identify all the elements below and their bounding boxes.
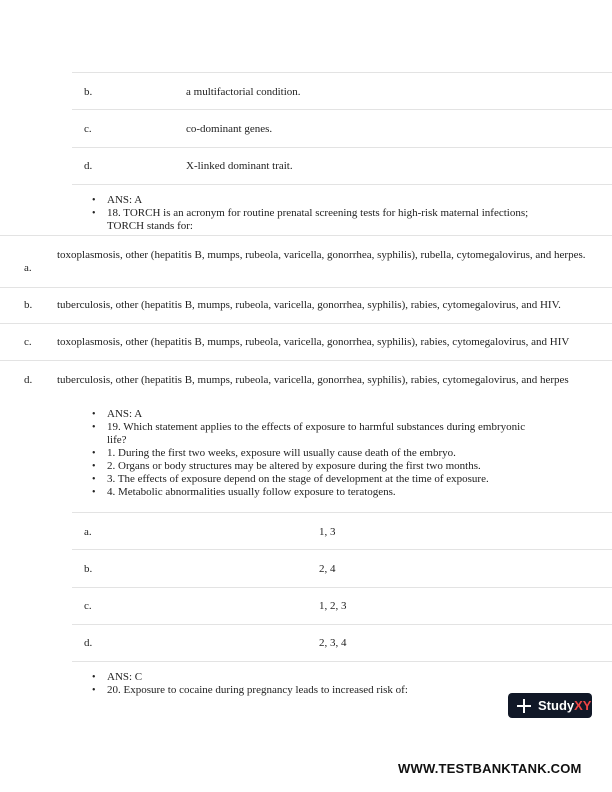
option-text: co-dominant genes.	[186, 123, 273, 135]
question-18: • 18. TORCH is an acronym for routine prenatal screening tests for high-risk maternal infections; TORCH stands for:	[92, 207, 532, 233]
option-letter: b.	[84, 563, 93, 575]
table-divider	[72, 624, 612, 625]
answer-19: • ANS: C	[92, 671, 532, 684]
option-letter: a.	[24, 262, 32, 274]
option-text: a multifactorial condition.	[186, 86, 301, 98]
option-text: tuberculosis, other (hepatitis B, mumps, rubeola, varicella, gonorrhea, syphilis), rabies, cytomegalovirus, and HIV.	[57, 299, 561, 311]
answer-question-list	[92, 671, 532, 697]
statement-item: • 3. The effects of exposure depend on the stage of development at the time of exposure.	[92, 473, 532, 486]
statement-item: • 4. Metabolic abnormalities usually follow exposure to teratogens.	[92, 486, 532, 499]
answer-18: • ANS: A	[92, 408, 532, 421]
option-letter: b.	[84, 86, 93, 98]
table-divider	[72, 512, 612, 513]
table-divider	[0, 360, 612, 361]
option-text: 1, 2, 3	[319, 600, 347, 612]
table-divider	[0, 235, 612, 236]
option-text: 2, 4	[319, 563, 336, 575]
option-letter: c.	[24, 336, 32, 348]
option-letter: a.	[84, 526, 92, 538]
option-letter: c.	[84, 600, 92, 612]
table-divider	[0, 287, 612, 288]
question-20: • 20. Exposure to cocaine during pregnancy leads to increased risk of:	[92, 684, 532, 697]
option-text: 1, 3	[319, 526, 336, 538]
option-text: 2, 3, 4	[319, 637, 347, 649]
studyxy-badge[interactable]	[508, 693, 592, 718]
table-divider	[72, 147, 612, 148]
table-divider	[72, 549, 612, 550]
answer-question-list	[92, 194, 532, 233]
table-divider	[72, 109, 612, 110]
badge-text-xy: XY	[574, 698, 592, 713]
statement-item: • 2. Organs or body structures may be altered by exposure during the first two months.	[92, 460, 532, 473]
option-letter: c.	[84, 123, 92, 135]
answer-question-list	[92, 408, 532, 499]
answer-17: • ANS: A	[92, 194, 532, 207]
table-divider	[72, 184, 612, 185]
option-letter: b.	[24, 299, 33, 311]
statement-item: • 1. During the first two weeks, exposure will usually cause death of the embryo.	[92, 447, 532, 460]
option-letter: d.	[24, 374, 33, 386]
option-text: tuberculosis, other (hepatitis B, mumps, rubeola, varicella, gonorrhea, syphilis), rabies, cytomegalovirus, and herpes	[57, 374, 569, 386]
option-text: toxoplasmosis, other (hepatitis B, mumps, rubeola, varicella, gonorrhea, syphilis), rubella, cytomegalovirus, and herpes.	[57, 249, 586, 261]
table-divider	[0, 323, 612, 324]
table-divider	[72, 661, 612, 662]
plus-icon	[514, 696, 534, 716]
option-text: X-linked dominant trait.	[186, 160, 293, 172]
footer-site-url: WWW.TESTBANKTANK.COM	[398, 761, 582, 776]
table-divider	[72, 72, 612, 73]
option-text: toxoplasmosis, other (hepatitis B, mumps, rubeola, varicella, gonorrhea, syphilis), rabies, cytomegalovirus, and HIV	[57, 336, 570, 348]
option-letter: d.	[84, 160, 93, 172]
option-letter: d.	[84, 637, 93, 649]
question-19: • 19. Which statement applies to the effects of exposure to harmful substances during embryonic life?	[92, 421, 532, 447]
badge-text-study: Study	[538, 698, 575, 713]
table-divider	[72, 587, 612, 588]
